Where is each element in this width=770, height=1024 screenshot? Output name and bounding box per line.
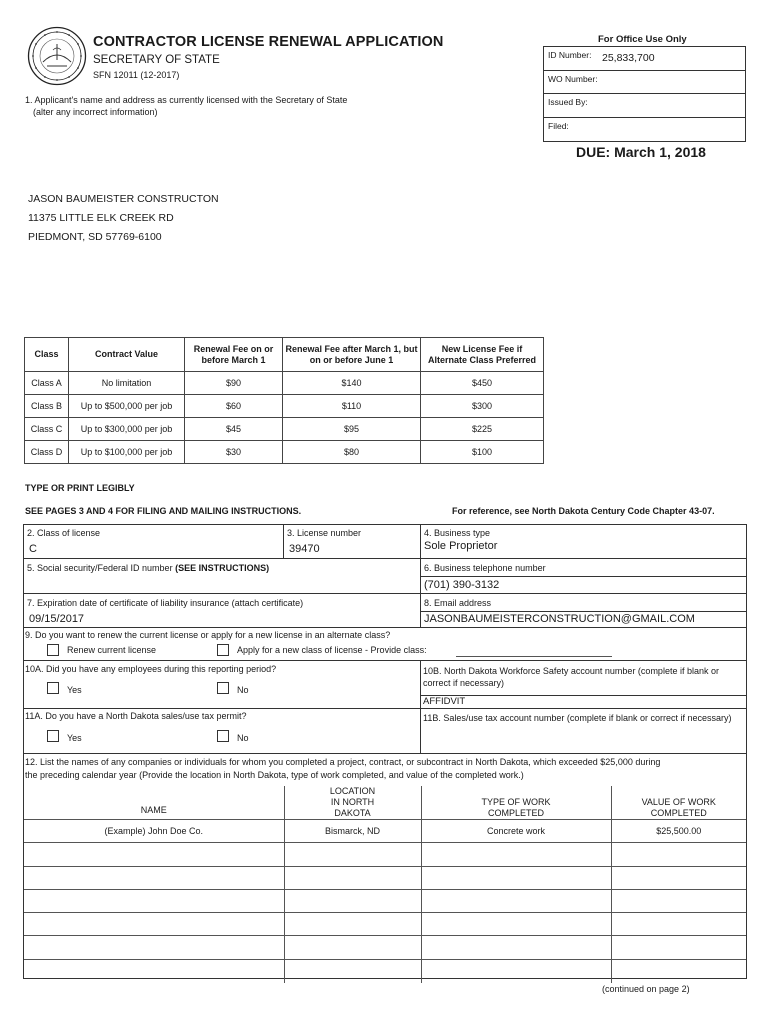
project-name-cell[interactable] (24, 843, 284, 866)
office-wo-label: WO Number: (548, 73, 598, 84)
fee-cell: Up to $300,000 per job (69, 418, 185, 441)
class-of-license-field[interactable]: C (29, 543, 37, 555)
due-date: DUE: March 1, 2018 (576, 144, 706, 160)
fee-cell: Class D (25, 441, 69, 464)
business-type-field[interactable]: Sole Proprietor (424, 540, 498, 552)
projects-header: VALUE OF WORK COMPLETED (611, 786, 746, 820)
project-name-cell[interactable] (24, 913, 284, 936)
project-location-cell[interactable] (284, 889, 421, 912)
q4-label: 4. Business type (424, 528, 491, 538)
q7-label: 7. Expiration date of certificate of liability insurance (attach certificate) (27, 598, 304, 608)
applicant-street[interactable]: 11375 LITTLE ELK CREEK RD (28, 212, 174, 224)
office-filed-row (544, 118, 745, 142)
fee-cell: $100 (421, 441, 544, 464)
project-type-cell[interactable] (421, 913, 611, 936)
q6-label: 6. Business telephone number (424, 563, 546, 573)
projects-header: LOCATION IN NORTH DAKOTA (284, 786, 421, 820)
q9-label: 9. Do you want to renew the current license or apply for a new license in an alternate class? (25, 630, 391, 640)
fee-header: Renewal Fee after March 1, but on or before June 1 (283, 338, 421, 372)
projects-header: TYPE OF WORK COMPLETED (421, 786, 611, 820)
insurance-expiration-field[interactable]: 09/15/2017 (29, 613, 85, 625)
project-type-cell[interactable] (421, 843, 611, 866)
fee-cell: No limitation (69, 372, 185, 395)
license-number-field[interactable]: 39470 (289, 543, 320, 555)
tax-permit-no-label: No (237, 733, 249, 743)
q5-label-text: 5. Social security/Federal ID number (27, 563, 173, 573)
employees-yes-label: Yes (67, 685, 82, 695)
form-number: SFN 12011 (12-2017) (93, 70, 180, 80)
q10a-label: 10A. Did you have any employees during this reporting period? (25, 664, 277, 674)
table-row (24, 936, 746, 959)
q1-line1: 1. Applicant's name and address as currently licensed with the Secretary of State (25, 95, 348, 105)
project-type-cell[interactable] (421, 959, 611, 982)
q12-line1: 12. List the names of any companies or individuals for whom you completed a project, contract, or subcontract in North Dakota, which exceeded $25,000 during (25, 757, 661, 767)
new-class-input[interactable] (456, 656, 612, 657)
new-class-label: Apply for a new class of license - Provide class: (237, 645, 427, 655)
office-issued-row (544, 94, 745, 118)
q8-label: 8. Email address (424, 598, 492, 608)
form-title: CONTRACTOR LICENSE RENEWAL APPLICATION (93, 34, 444, 50)
continued-note: (continued on page 2) (602, 984, 690, 994)
fee-cell: Class C (25, 418, 69, 441)
projects-header: NAME (24, 786, 284, 820)
project-type-cell[interactable] (421, 866, 611, 889)
q11a-label: 11A. Do you have a North Dakota sales/use tax permit? (25, 711, 247, 721)
table-row (25, 372, 544, 395)
table-row (25, 441, 544, 464)
fee-cell: $60 (185, 395, 283, 418)
workforce-safety-field[interactable]: AFFIDVIT (423, 696, 466, 707)
q12-line2: the preceding calendar year (Provide the location in North Dakota, type of work completed, and value of the completed work.) (25, 770, 524, 780)
project-name-cell[interactable]: (Example) John Doe Co. (24, 820, 284, 843)
project-name-cell[interactable] (24, 889, 284, 912)
table-row (24, 843, 746, 866)
fee-cell: Up to $100,000 per job (69, 441, 185, 464)
fee-cell: $90 (185, 372, 283, 395)
fee-header: Contract Value (69, 338, 185, 372)
project-type-cell[interactable]: Concrete work (421, 820, 611, 843)
fee-cell: $45 (185, 418, 283, 441)
project-value-cell[interactable] (611, 843, 746, 866)
fee-cell: $80 (283, 441, 421, 464)
table-row (24, 889, 746, 912)
project-name-cell[interactable] (24, 959, 284, 982)
project-value-cell[interactable] (611, 913, 746, 936)
type-print-note: TYPE OR PRINT LEGIBLY (25, 483, 135, 493)
fee-header: Renewal Fee on or before March 1 (185, 338, 283, 372)
fee-cell: $225 (421, 418, 544, 441)
office-id-row (544, 47, 745, 71)
project-name-cell[interactable] (24, 936, 284, 959)
project-type-cell[interactable] (421, 889, 611, 912)
reference-note: For reference, see North Dakota Century Code Chapter 43-07. (452, 506, 715, 516)
office-use-heading: For Office Use Only (598, 34, 687, 45)
tax-permit-yes-checkbox[interactable] (47, 730, 59, 742)
project-type-cell[interactable] (421, 936, 611, 959)
fee-header: New License Fee if Alternate Class Preferred (421, 338, 544, 372)
table-row (24, 866, 746, 889)
project-location-cell[interactable] (284, 866, 421, 889)
q1-line2: (alter any incorrect information) (33, 107, 158, 117)
q3-label: 3. License number (287, 528, 362, 538)
fee-cell: $140 (283, 372, 421, 395)
renew-license-label: Renew current license (67, 645, 157, 655)
project-location-cell[interactable] (284, 936, 421, 959)
q1-label (25, 94, 347, 118)
fee-table (24, 337, 544, 464)
applicant-city[interactable]: PIEDMONT, SD 57769-6100 (28, 231, 162, 243)
fee-header: Class (25, 338, 69, 372)
project-value-cell[interactable] (611, 889, 746, 912)
fee-cell: $30 (185, 441, 283, 464)
project-location-cell[interactable] (284, 913, 421, 936)
fee-cell: $110 (283, 395, 421, 418)
fee-cell: $300 (421, 395, 544, 418)
fee-cell: Up to $500,000 per job (69, 395, 185, 418)
employees-yes-checkbox[interactable] (47, 682, 59, 694)
business-phone-field[interactable]: (701) 390-3132 (424, 579, 500, 591)
project-location-cell[interactable] (284, 843, 421, 866)
email-field[interactable]: JASONBAUMEISTERCONSTRUCTION@GMAIL.COM (424, 613, 695, 625)
table-row (25, 395, 544, 418)
agency-name: SECRETARY OF STATE (93, 54, 220, 66)
q5-label-bold: (SEE INSTRUCTIONS) (175, 563, 270, 573)
office-id-label: ID Number: (548, 50, 592, 60)
state-seal-icon (27, 26, 87, 86)
applicant-name[interactable]: JASON BAUMEISTER CONSTRUCTON (28, 193, 219, 205)
new-class-checkbox[interactable] (217, 644, 229, 656)
project-value-cell[interactable]: $25,500.00 (611, 820, 746, 843)
table-row (24, 913, 746, 936)
office-use-box (543, 46, 746, 142)
office-filed-label: Filed: (548, 120, 569, 131)
project-location-cell[interactable] (284, 959, 421, 982)
q2-label: 2. Class of license (27, 528, 101, 538)
office-id-value[interactable]: 25,833,700 (602, 52, 655, 64)
office-issued-label: Issued By: (548, 97, 588, 107)
q11b-label: 11B. Sales/use tax account number (complete if blank or correct if necessary) (423, 713, 732, 723)
tax-permit-no-checkbox[interactable] (217, 730, 229, 742)
fee-cell: $95 (283, 418, 421, 441)
project-value-cell[interactable] (611, 936, 746, 959)
project-value-cell[interactable] (611, 866, 746, 889)
office-wo-row (544, 71, 745, 95)
table-row (24, 959, 746, 982)
project-location-cell[interactable]: Bismarck, ND (284, 820, 421, 843)
projects-table (24, 786, 746, 983)
project-name-cell[interactable] (24, 866, 284, 889)
project-value-cell[interactable] (611, 959, 746, 982)
renew-license-checkbox[interactable] (47, 644, 59, 656)
q5-label (27, 563, 269, 573)
employees-no-label: No (237, 685, 249, 695)
table-row (25, 418, 544, 441)
table-row (24, 820, 746, 843)
tax-permit-yes-label: Yes (67, 733, 82, 743)
employees-no-checkbox[interactable] (217, 682, 229, 694)
q10b-label: 10B. North Dakota Workforce Safety account number (complete if blank or correct if necessary) (423, 666, 719, 688)
fee-cell: $450 (421, 372, 544, 395)
fee-cell: Class A (25, 372, 69, 395)
fee-cell: Class B (25, 395, 69, 418)
filing-instructions-note: SEE PAGES 3 AND 4 FOR FILING AND MAILING INSTRUCTIONS. (25, 506, 302, 516)
